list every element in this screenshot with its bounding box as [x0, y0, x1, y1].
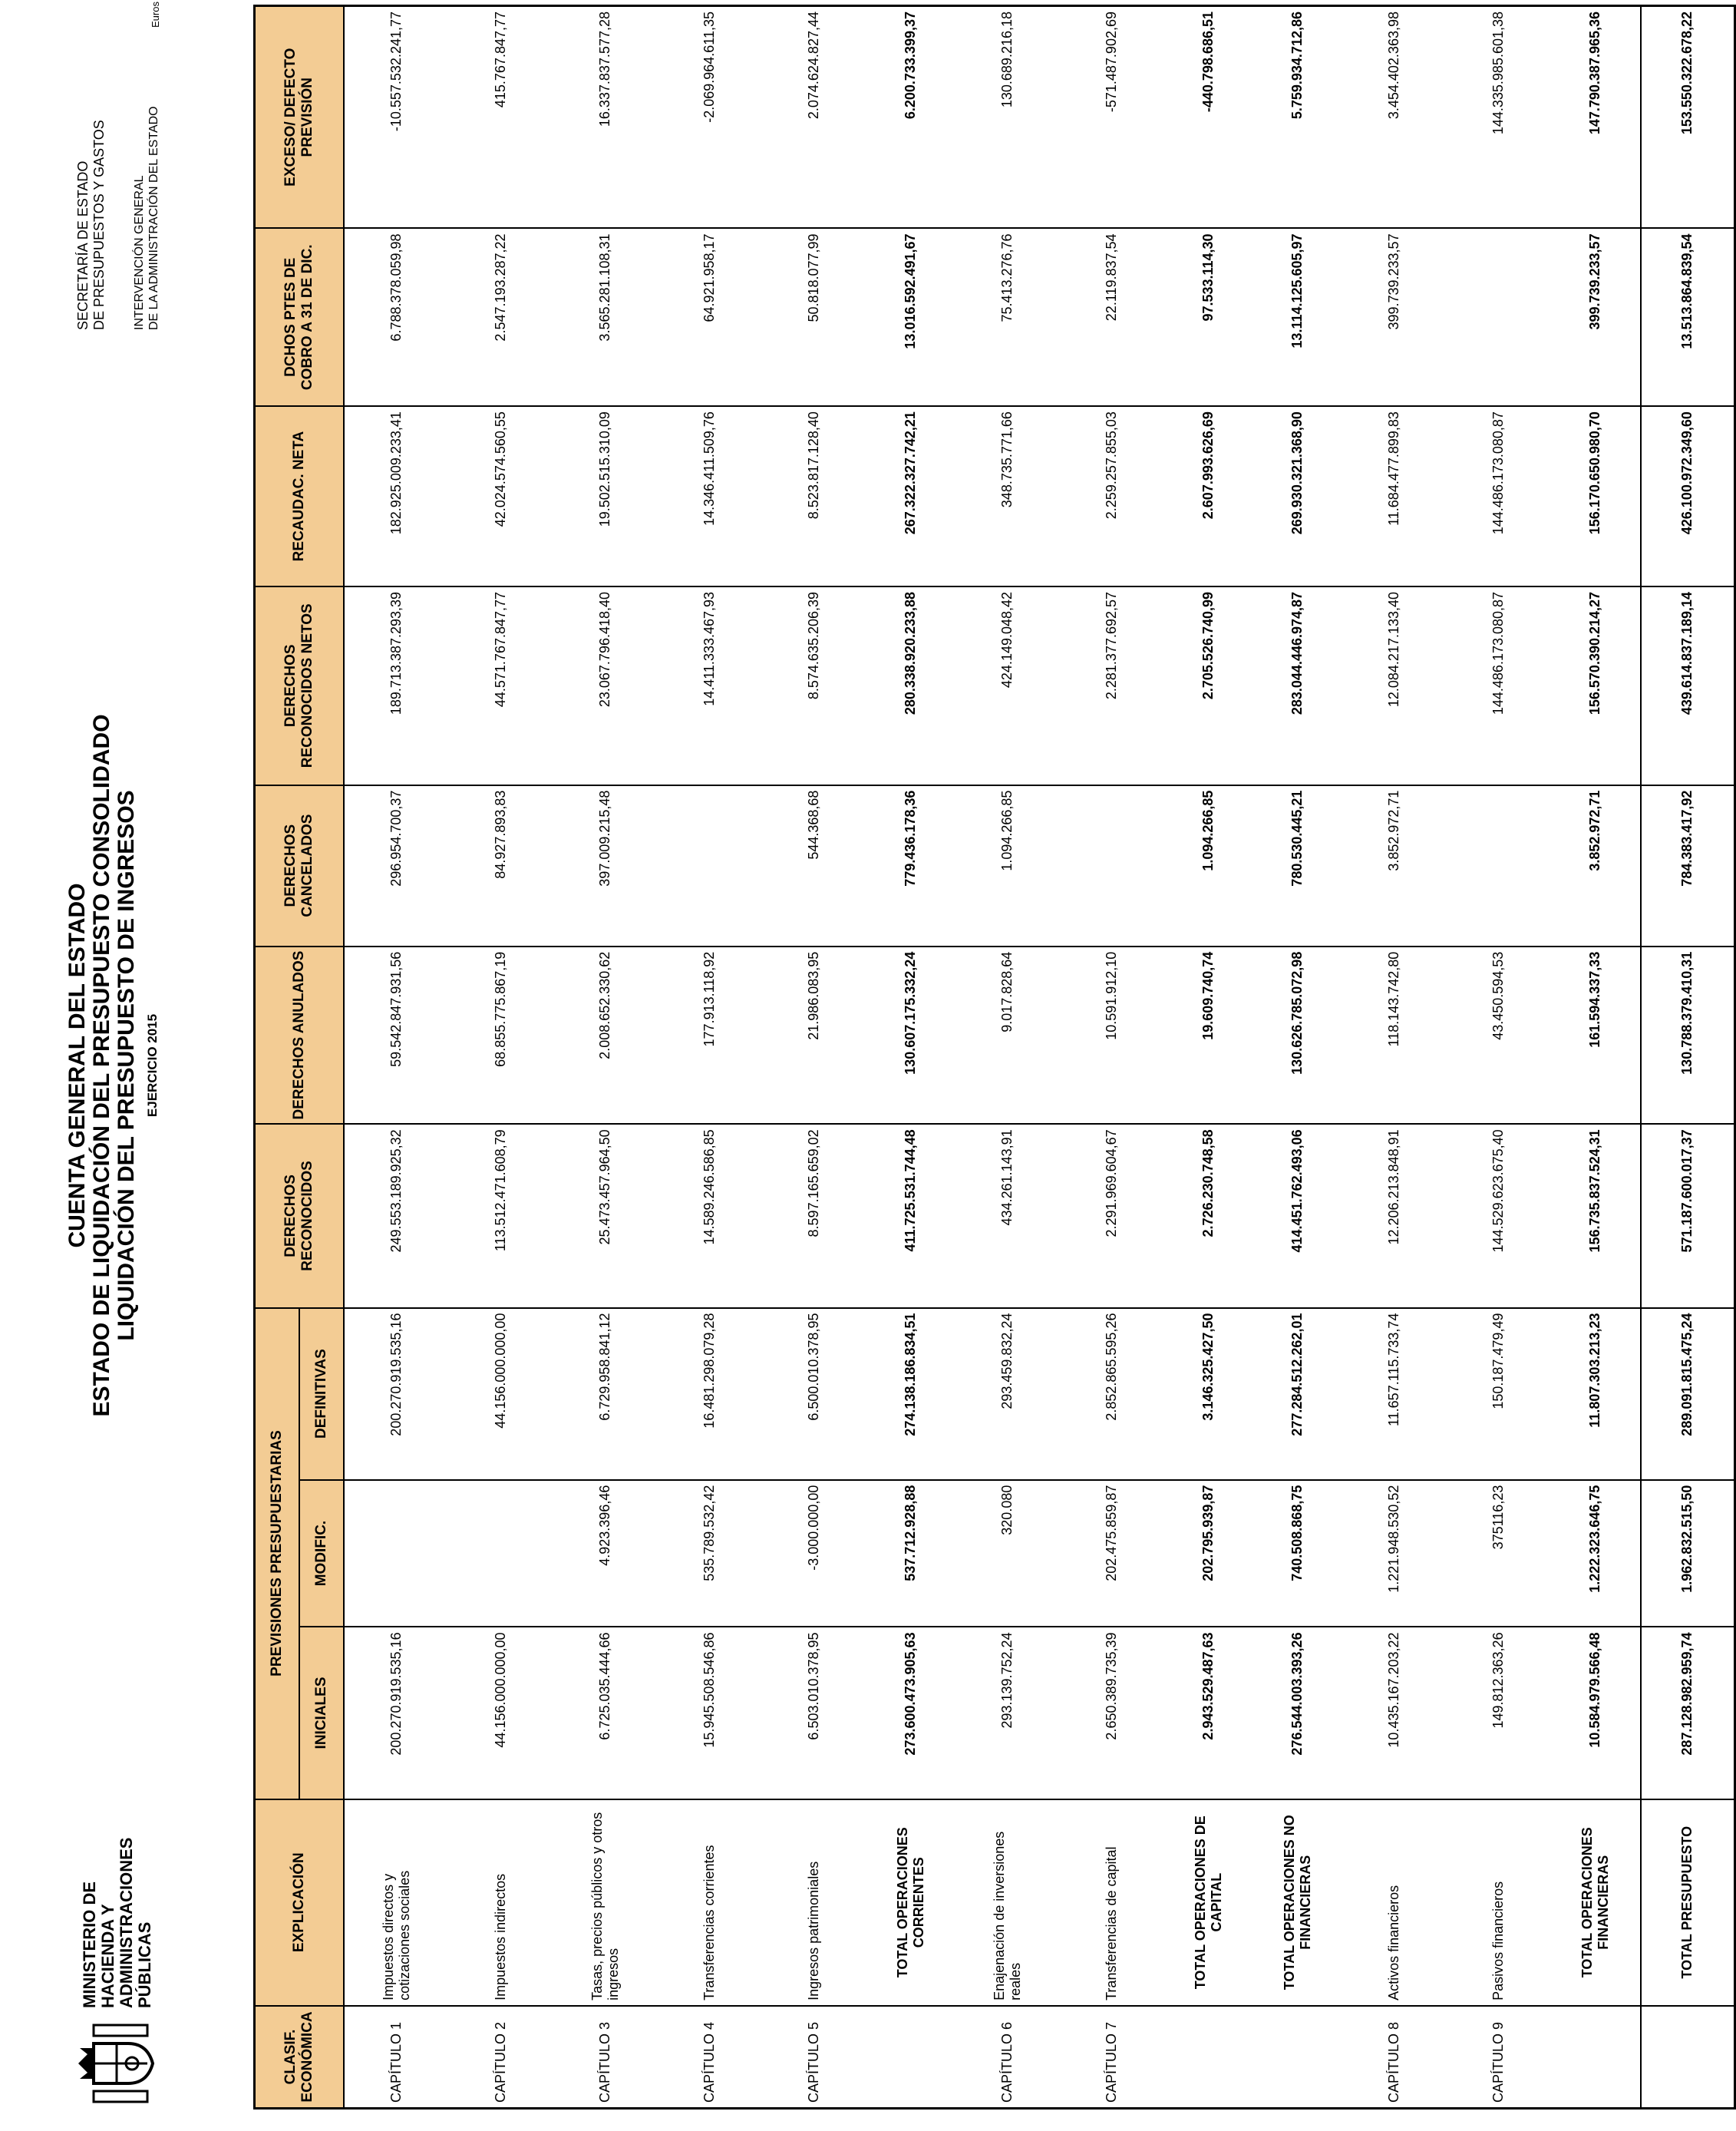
cell-explicacion: Impuestos indirectos [449, 1799, 553, 2006]
cell-value: 1.962.832.515,50 [1641, 1480, 1735, 1627]
cell-value: 274.138.186.834,51 [866, 1308, 955, 1480]
cell-value: 1.222.323.646,75 [1551, 1480, 1641, 1627]
cell-value: 15.945.508.546,86 [658, 1627, 762, 1799]
cell-value: 2.943.529.487,63 [1164, 1627, 1253, 1799]
cell-value: 4.923.396,46 [553, 1480, 658, 1627]
cell-value: 537.712.928,88 [866, 1480, 955, 1627]
cell-value: 200.270.919.535,16 [344, 1627, 449, 1799]
cell-clasif: CAPÍTULO 1 [344, 2006, 449, 2109]
secretaria-line: DE PRESUPUESTOS Y GASTOS [91, 120, 107, 330]
total-row [1164, 6, 1253, 2109]
header-cancelados: DERECHOS CANCELADOS [255, 785, 344, 947]
cell-value: 130.626.785.072,98 [1253, 947, 1342, 1125]
cell-clasif: CAPÍTULO 2 [449, 2006, 553, 2109]
cell-value: 3.852.972,71 [1551, 785, 1641, 947]
cell-value: 44.156.000.000,00 [449, 1627, 553, 1799]
ministry-line: PÚBLICAS [135, 1921, 154, 2008]
cell-clasif: CAPÍTULO 8 [1342, 2006, 1447, 2109]
cell-value: 415.767.847,77 [449, 6, 553, 229]
cell-value: 130.607.175.332,24 [866, 947, 955, 1125]
intervencion-header [132, 0, 161, 330]
cell-value: 280.338.920.233,88 [866, 586, 955, 785]
cell-value: 113.512.471.608,79 [449, 1124, 553, 1307]
title-year: EJERCICIO 2015 [145, 1013, 160, 1118]
cell-value: 8.597.165.659,02 [762, 1124, 866, 1307]
cell-value: 3.146.325.427,50 [1164, 1308, 1253, 1480]
cell-value: 426.100.972.349,60 [1641, 406, 1735, 586]
cell-value: 1.221.948.530,52 [1342, 1480, 1447, 1627]
cell-value: 75.413.276,76 [955, 228, 1060, 406]
cell-value: 161.594.337,33 [1551, 947, 1641, 1125]
cell-value [449, 1480, 553, 1627]
cell-value: -3.000.000,00 [762, 1480, 866, 1627]
cell-value: 2.726.230.748,58 [1164, 1124, 1253, 1307]
cell-value: 287.128.982.959,74 [1641, 1627, 1735, 1799]
cell-value: 153.550.322.678,22 [1641, 6, 1735, 229]
cell-clasif [866, 2006, 955, 2109]
document-title [65, 537, 162, 1594]
cell-explicacion: TOTAL OPERACIONES CORRIENTES [866, 1799, 955, 2006]
cell-value: 144.335.985.601,38 [1447, 6, 1551, 229]
cell-explicacion: TOTAL OPERACIONES DE CAPITAL [1164, 1799, 1253, 2006]
cell-value: 2.705.526.740,99 [1164, 586, 1253, 785]
header-definitivas: DEFINITIVAS [299, 1308, 344, 1480]
cell-value: 535.789.532,42 [658, 1480, 762, 1627]
cell-value: 293.139.752,24 [955, 1627, 1060, 1799]
cell-value [658, 785, 762, 947]
cell-clasif: CAPÍTULO 7 [1060, 2006, 1164, 2109]
cell-explicacion: TOTAL OPERACIONES FINANCIERAS [1551, 1799, 1641, 2006]
cell-clasif: CAPÍTULO 9 [1447, 2006, 1551, 2109]
cell-value: 740.508.868,75 [1253, 1480, 1342, 1627]
table-row [762, 6, 866, 2109]
cell-value: 23.067.796.418,40 [553, 586, 658, 785]
cell-explicacion: Impuestos directos y cotizaciones sociales [344, 1799, 449, 2006]
cell-value: 544.368,68 [762, 785, 866, 947]
ministry-name [81, 1778, 154, 2008]
cell-value: 1.094.266,85 [955, 785, 1060, 947]
cell-value: 144.529.623.675,40 [1447, 1124, 1551, 1307]
secretaria-line: SECRETARÍA DE ESTADO [75, 160, 91, 330]
title-line-2: ESTADO DE LIQUIDACIÓN DEL PRESUPUESTO CONSOLIDADO [89, 714, 114, 1417]
total-row [866, 6, 955, 2109]
cell-value: 13.513.864.839,54 [1641, 228, 1735, 406]
total-row [1551, 6, 1641, 2109]
budget-table [253, 5, 1736, 2110]
cell-value: -10.557.532.241,77 [344, 6, 449, 229]
header-exceso: EXCESO/ DEFECTO PREVISIÓN [255, 6, 344, 229]
cell-value: 6.788.378.059,98 [344, 228, 449, 406]
cell-value: 182.925.009.233,41 [344, 406, 449, 586]
cell-value: 571.187.600.017,37 [1641, 1124, 1735, 1307]
cell-explicacion: Pasivos financieros [1447, 1799, 1551, 2006]
cell-explicacion: Transferencias de capital [1060, 1799, 1164, 2006]
cell-clasif: CAPÍTULO 3 [553, 2006, 658, 2109]
cell-value: 14.346.411.509,76 [658, 406, 762, 586]
cell-value: 200.270.919.535,16 [344, 1308, 449, 1480]
cell-value: 320.080 [955, 1480, 1060, 1627]
table-row [553, 6, 658, 2109]
cell-explicacion: Transferencias corrientes [658, 1799, 762, 2006]
header-netos: DERECHOS RECONOCIDOS NETOS [255, 586, 344, 785]
cell-value: 156.735.837.524,31 [1551, 1124, 1641, 1307]
ministry-line: MINISTERIO DE [80, 1881, 99, 2008]
cell-value: 12.084.217.133,40 [1342, 586, 1447, 785]
cell-value: -2.069.964.611,35 [658, 6, 762, 229]
cell-value: 2.008.652.330,62 [553, 947, 658, 1125]
cell-explicacion: TOTAL PRESUPUESTO [1641, 1799, 1735, 2006]
cell-clasif: CAPÍTULO 5 [762, 2006, 866, 2109]
table-row [449, 6, 553, 2109]
header-anulados: DERECHOS ANULADOS [255, 947, 344, 1125]
cell-value: 273.600.473.905,63 [866, 1627, 955, 1799]
title-line-1: CUENTA GENERAL DEL ESTADO [64, 883, 90, 1248]
cell-value: 780.530.445,21 [1253, 785, 1342, 947]
cell-value: 2.291.969.604,67 [1060, 1124, 1164, 1307]
cell-value: 399.739.233,57 [1342, 228, 1447, 406]
cell-value: 12.206.213.848,91 [1342, 1124, 1447, 1307]
total-row [1641, 6, 1735, 2109]
cell-value: 784.383.417,92 [1641, 785, 1735, 947]
cell-value: 16.337.837.577,28 [553, 6, 658, 229]
cell-value: 50.818.077,99 [762, 228, 866, 406]
cell-value: 267.322.327.742,21 [866, 406, 955, 586]
cell-value: 59.542.847.931,56 [344, 947, 449, 1125]
cell-value: 434.261.143,91 [955, 1124, 1060, 1307]
cell-value: 5.759.934.712,86 [1253, 6, 1342, 229]
cell-value: 1.094.266,85 [1164, 785, 1253, 947]
cell-value: 156.170.650.980,70 [1551, 406, 1641, 586]
cell-value: 293.459.832,24 [955, 1308, 1060, 1480]
header-explicacion: EXPLICACIÓN [255, 1799, 344, 2006]
header-reconocidos: DERECHOS RECONOCIDOS [255, 1124, 344, 1307]
cell-value: -440.798.686,51 [1164, 6, 1253, 229]
intervencion-line: INTERVENCIÓN GENERAL [133, 175, 146, 330]
cell-clasif: CAPÍTULO 4 [658, 2006, 762, 2109]
cell-value: 10.584.979.566,48 [1551, 1627, 1641, 1799]
table-row [1342, 6, 1447, 2109]
cell-value: 118.143.742,80 [1342, 947, 1447, 1125]
ministry-line: HACIENDA Y [98, 1904, 117, 2008]
cell-value: 68.855.775.867,19 [449, 947, 553, 1125]
cell-value: 3.454.402.363,98 [1342, 6, 1447, 229]
cell-value: 411.725.531.744,48 [866, 1124, 955, 1307]
cell-value: 11.684.477.899,83 [1342, 406, 1447, 586]
cell-explicacion: TOTAL OPERACIONES NO FINANCIERAS [1253, 1799, 1342, 2006]
cell-value: 14.589.246.586,85 [658, 1124, 762, 1307]
cell-value [1060, 785, 1164, 947]
cell-value: 14.411.333.467,93 [658, 586, 762, 785]
cell-value: 147.790.387.965,36 [1551, 6, 1641, 229]
cell-value: 16.481.298.079,28 [658, 1308, 762, 1480]
cell-explicacion: Ingresos patrimoniales [762, 1799, 866, 2006]
cell-value: 19.609.740,74 [1164, 947, 1253, 1125]
cell-value: 2.650.389.735,39 [1060, 1627, 1164, 1799]
cell-value: 202.795.939,87 [1164, 1480, 1253, 1627]
cell-value: 2.852.865.595,26 [1060, 1308, 1164, 1480]
cell-value: 3.565.281.108,31 [553, 228, 658, 406]
table-row [1060, 6, 1164, 2109]
cell-value: 84.927.893,83 [449, 785, 553, 947]
cell-value: 414.451.762.493,06 [1253, 1124, 1342, 1307]
title-line-3: LIQUIDACIÓN DEL PRESUPUESTO DE INGRESOS [114, 790, 139, 1341]
table-body [344, 6, 1735, 2109]
cell-value: 44.156.000.000,00 [449, 1308, 553, 1480]
cell-value: 249.553.189.925,32 [344, 1124, 449, 1307]
cell-value: 19.502.515.310,09 [553, 406, 658, 586]
cell-value: 25.473.457.964,50 [553, 1124, 658, 1307]
cell-value: 97.533.114,30 [1164, 228, 1253, 406]
cell-clasif: CAPÍTULO 6 [955, 2006, 1060, 2109]
cell-value: 42.024.574.560,55 [449, 406, 553, 586]
secretaria-header [75, 0, 107, 330]
cell-value: 2.281.377.692,57 [1060, 586, 1164, 785]
cell-value: 22.119.837,54 [1060, 228, 1164, 406]
cell-value: 8.574.635.206,39 [762, 586, 866, 785]
cell-clasif [1551, 2006, 1641, 2109]
units-label: Euros [150, 2, 161, 28]
cell-explicacion: Activos financieros [1342, 1799, 1447, 2006]
cell-value: 64.921.958,17 [658, 228, 762, 406]
total-row [1253, 6, 1342, 2109]
header-clasif: CLASIF. ECONÓMICA [255, 2006, 344, 2109]
cell-value: 10.591.912,10 [1060, 947, 1164, 1125]
cell-explicacion: Enajenación de inversiones reales [955, 1799, 1060, 2006]
cell-explicacion: Tasas, precios públicos y otros ingresos [553, 1799, 658, 2006]
cell-value: 399.739.233,57 [1551, 228, 1641, 406]
cell-value: 2.547.193.287,22 [449, 228, 553, 406]
cell-value: 2.607.993.626,69 [1164, 406, 1253, 586]
cell-value: 6.500.010.378,95 [762, 1308, 866, 1480]
cell-value: 43.450.594,53 [1447, 947, 1551, 1125]
table-row [344, 6, 449, 2109]
cell-value: 189.713.387.293,39 [344, 586, 449, 785]
cell-value: 9.017.828,64 [955, 947, 1060, 1125]
cell-value: 10.435.167.203,22 [1342, 1627, 1447, 1799]
cell-value: -571.487.902,69 [1060, 6, 1164, 229]
coat-of-arms-icon [71, 2017, 163, 2110]
table-row [955, 6, 1060, 2109]
cell-value: 130.788.379.410,31 [1641, 947, 1735, 1125]
cell-value: 130.689.216,18 [955, 6, 1060, 229]
header-modific: MODIFIC. [299, 1480, 344, 1627]
cell-value: 397.009.215,48 [553, 785, 658, 947]
cell-value: 2.074.624.827,44 [762, 6, 866, 229]
cell-value: 3.852.972,71 [1342, 785, 1447, 947]
cell-value: 144.486.173.080,87 [1447, 586, 1551, 785]
cell-clasif [1164, 2006, 1253, 2109]
cell-value: 11.657.115.733,74 [1342, 1308, 1447, 1480]
cell-value: 439.614.837.189,14 [1641, 586, 1735, 785]
cell-value: 2.259.257.855,03 [1060, 406, 1164, 586]
cell-value: 277.284.512.262,01 [1253, 1308, 1342, 1480]
cell-value: 13.016.592.491,67 [866, 228, 955, 406]
cell-value: 13.114.125.605,97 [1253, 228, 1342, 406]
cell-value: 289.091.815.475,24 [1641, 1308, 1735, 1480]
header-pendientes: DCHOS PTES DE COBRO A 31 DE DIC. [255, 228, 344, 406]
cell-value: 375116,23 [1447, 1480, 1551, 1627]
cell-value [344, 1480, 449, 1627]
cell-value: 156.570.390.214,27 [1551, 586, 1641, 785]
cell-value: 150.187.479,49 [1447, 1308, 1551, 1480]
cell-value: 424.149.048,42 [955, 586, 1060, 785]
cell-value: 276.544.003.393,26 [1253, 1627, 1342, 1799]
cell-value: 177.913.118,92 [658, 947, 762, 1125]
cell-value: 21.986.083,95 [762, 947, 866, 1125]
cell-value: 779.436.178,36 [866, 785, 955, 947]
cell-value: 6.725.035.444,66 [553, 1627, 658, 1799]
cell-clasif [1641, 2006, 1735, 2109]
cell-value: 11.807.303.213,23 [1551, 1308, 1641, 1480]
cell-value: 283.044.446.974,87 [1253, 586, 1342, 785]
cell-value: 8.523.817.128,40 [762, 406, 866, 586]
table-row [1447, 6, 1551, 2109]
cell-clasif [1253, 2006, 1342, 2109]
header-recaudac: RECAUDAC. NETA [255, 406, 344, 586]
cell-value [1447, 785, 1551, 947]
ministry-line: ADMINISTRACIONES [117, 1837, 136, 2008]
cell-value: 6.503.010.378,95 [762, 1627, 866, 1799]
cell-value: 269.930.321.368,90 [1253, 406, 1342, 586]
cell-value: 348.735.771,66 [955, 406, 1060, 586]
header-previsiones: PREVISIONES PRESUPUESTARIAS [255, 1308, 299, 1799]
table-row [658, 6, 762, 2109]
intervencion-line: DE LA ADMINISTRACIÓN DEL ESTADO [147, 106, 160, 330]
header-iniciales: INICIALES [299, 1627, 344, 1799]
cell-value: 149.812.363,26 [1447, 1627, 1551, 1799]
cell-value: 144.486.173.080,87 [1447, 406, 1551, 586]
cell-value: 296.954.700,37 [344, 785, 449, 947]
cell-value [1447, 228, 1551, 406]
cell-value: 202.475.859,87 [1060, 1480, 1164, 1627]
cell-value: 44.571.767.847,77 [449, 586, 553, 785]
cell-value: 6.729.958.841,12 [553, 1308, 658, 1480]
cell-value: 6.200.733.399,37 [866, 6, 955, 229]
